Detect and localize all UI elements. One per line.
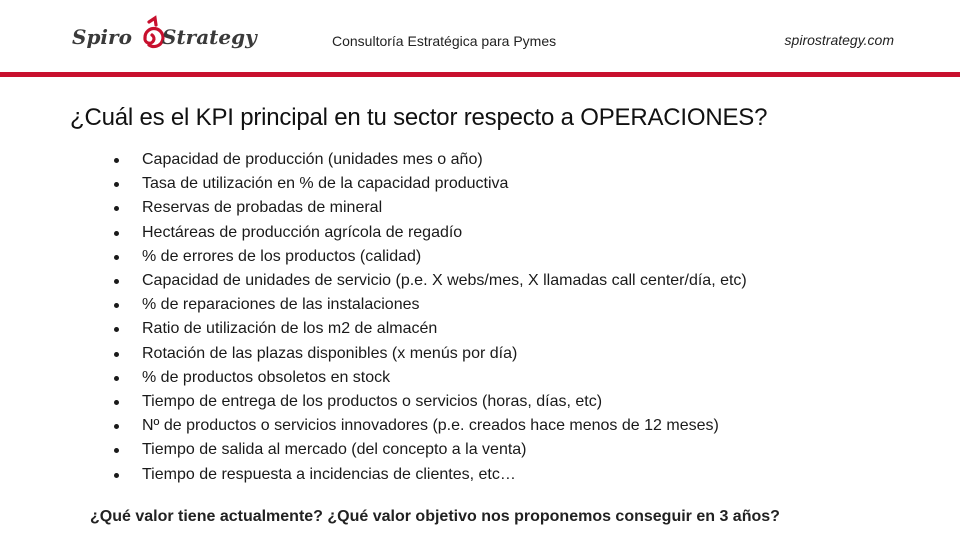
- list-item: [110, 342, 747, 366]
- list-item: [110, 463, 747, 487]
- list-item-text: % de reparaciones de las instalaciones: [142, 296, 420, 314]
- bullet-icon: [114, 303, 119, 308]
- list-item-text: Capacidad de producción (unidades mes o año): [142, 151, 483, 168]
- bullet-icon: [114, 448, 119, 453]
- svg-text:Spiro: Spiro: [72, 25, 132, 49]
- bullet-icon: [114, 231, 119, 236]
- kpi-bullet-list: [110, 148, 747, 487]
- list-item: [110, 172, 747, 196]
- bullet-icon: [114, 473, 119, 478]
- list-item-text: Hectáreas de producción agrícola de regadío: [142, 223, 463, 241]
- bullet-icon: [114, 400, 119, 405]
- bullet-icon: [114, 182, 119, 187]
- list-item: [110, 293, 747, 317]
- list-item: [110, 245, 747, 269]
- bullet-icon: [114, 352, 119, 357]
- list-item-text: % de productos obsoletos en stock: [142, 368, 391, 386]
- website-link[interactable]: spirostrategy.com: [784, 32, 894, 48]
- bullet-icon: [114, 279, 119, 284]
- list-item-text: Rotación de las plazas disponibles (x menús por día): [142, 344, 518, 362]
- list-item-text: % de errores de los productos (calidad): [142, 247, 422, 265]
- bullet-icon: [114, 376, 119, 381]
- list-item-text: Tiempo de respuesta a incidencias de clientes, etc…: [142, 465, 516, 483]
- list-item: [110, 196, 747, 220]
- list-item: [110, 366, 747, 390]
- list-item-text: Capacidad de unidades de servicio (p.e. X webs/mes, X llamadas call center/día, etc): [142, 272, 747, 290]
- list-item: [110, 317, 747, 341]
- list-item: [110, 221, 747, 245]
- tagline: Consultoría Estratégica para Pymes: [332, 33, 557, 49]
- header: [0, 0, 960, 72]
- bullet-icon: [114, 158, 119, 163]
- list-item: [110, 148, 747, 172]
- bullet-icon: [114, 327, 119, 332]
- footer-question: ¿Qué valor tiene actualmente? ¿Qué valor objetivo nos proponemos conseguir en 3 años?: [90, 508, 780, 525]
- bullet-icon: [114, 206, 119, 211]
- bullet-icon: [114, 255, 119, 260]
- svg-text:Strategy: Strategy: [162, 25, 257, 49]
- list-item-text: Nº de productos o servicios innovadores (p.e. creados hace menos de 12 meses): [142, 417, 719, 435]
- header-divider: [0, 72, 960, 77]
- list-item: [110, 390, 747, 414]
- page-title: ¿Cuál es el KPI principal en tu sector respecto a OPERACIONES?: [70, 104, 768, 131]
- spiro-strategy-logo: [70, 14, 257, 58]
- list-item-text: Tiempo de entrega de los productos o servicios (horas, días, etc): [142, 393, 603, 411]
- bullet-icon: [114, 424, 119, 429]
- list-item-text: Tiempo de salida al mercado (del concepto a la venta): [142, 441, 527, 459]
- list-item: [110, 269, 747, 293]
- list-item: [110, 414, 747, 438]
- list-item: [110, 438, 747, 462]
- list-item-text: Reservas de probadas de mineral: [142, 199, 383, 217]
- list-item-text: Tasa de utilización en % de la capacidad productiva: [142, 175, 509, 193]
- list-item-text: Ratio de utilización de los m2 de almacén: [142, 320, 438, 338]
